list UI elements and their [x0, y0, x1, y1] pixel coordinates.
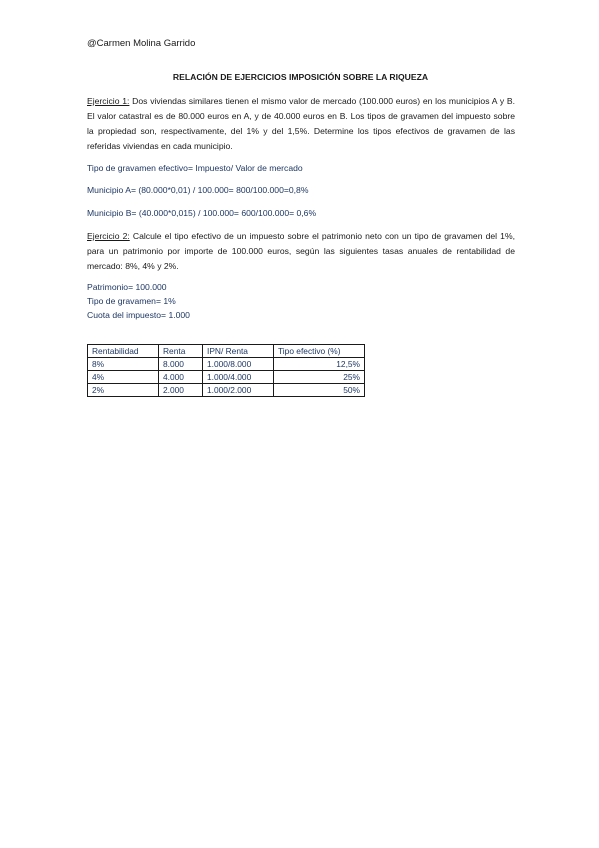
header-ipn-renta: IPN/ Renta: [203, 345, 274, 358]
formula-line: Tipo de gravamen efectivo= Impuesto/ Valor de mercado: [87, 163, 303, 173]
municipio-b-line: Municipio B= (40.000*0,015) / 100.000= 600/100.000= 0,6%: [87, 208, 317, 218]
cuota-line: Cuota del impuesto= 1.000: [87, 310, 190, 320]
header-renta: Renta: [159, 345, 203, 358]
author-line: @Carmen Molina Garrido: [87, 38, 196, 49]
cell-renta: 4.000: [159, 371, 203, 384]
exercise-2-label: Ejercicio 2:: [87, 231, 130, 241]
cell-ipn-renta: 1.000/4.000: [203, 371, 274, 384]
cell-tipo-efectivo: 50%: [274, 384, 365, 397]
cell-ipn-renta: 1.000/8.000: [203, 358, 274, 371]
tipo-gravamen-line: Tipo de gravamen= 1%: [87, 296, 176, 306]
municipio-a-line: Municipio A= (80.000*0,01) / 100.000= 800/100.000=0,8%: [87, 185, 309, 195]
cell-tipo-efectivo: 12,5%: [274, 358, 365, 371]
cell-rentabilidad: 2%: [88, 384, 159, 397]
exercise-2-text: Calcule el tipo efectivo de un impuesto sobre el patrimonio neto con un tipo de gravamen del 1%, para un patrimonio por importe de 100.000 euros, según las siguientes tasas anuales de rentabilidad de mercado: 8%, 4% y 2%.: [87, 231, 515, 271]
cell-renta: 8.000: [159, 358, 203, 371]
header-rentabilidad: Rentabilidad: [88, 345, 159, 358]
document-title: RELACIÓN DE EJERCICIOS IMPOSICIÓN SOBRE LA RIQUEZA: [172, 72, 429, 82]
cell-ipn-renta: 1.000/2.000: [203, 384, 274, 397]
exercise-1-statement: [87, 94, 515, 154]
cell-rentabilidad: 8%: [88, 358, 159, 371]
header-tipo-efectivo: Tipo efectivo (%): [274, 345, 365, 358]
table-row: [88, 371, 365, 384]
exercise-1-label: Ejercicio 1:: [87, 96, 130, 106]
results-table: [87, 344, 365, 397]
cell-rentabilidad: 4%: [88, 371, 159, 384]
cell-tipo-efectivo: 25%: [274, 371, 365, 384]
exercise-2-statement: [87, 229, 515, 274]
table-header-row: [88, 345, 365, 358]
cell-renta: 2.000: [159, 384, 203, 397]
table-row: [88, 358, 365, 371]
exercise-1-text: Dos viviendas similares tienen el mismo valor de mercado (100.000 euros) en los municipios A y B. El valor catastral es de 80.000 euros en A, y de 40.000 euros en B. Los tipos de gravamen del impuesto sobre la propiedad son, respectivamente, del 1% y del 1,5%. Determine los tipos efectivos de gravamen de las referidas viviendas en cada municipio.: [87, 96, 515, 151]
patrimonio-line: Patrimonio= 100.000: [87, 282, 167, 292]
table-row: [88, 384, 365, 397]
